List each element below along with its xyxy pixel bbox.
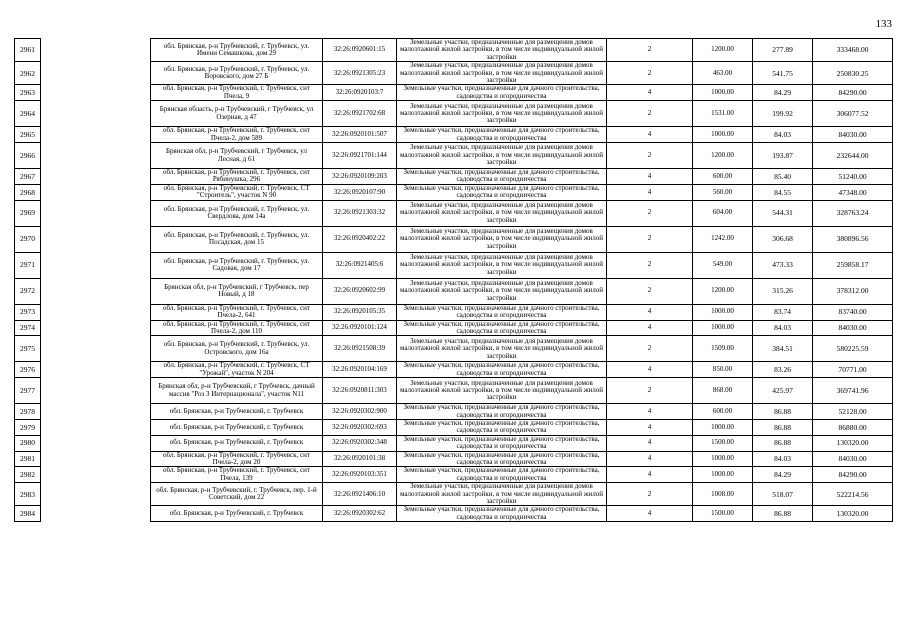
cell-cadastral-value: 51240.00: [813, 169, 893, 185]
cell-gap: [41, 435, 151, 451]
cell-area: 1500.00: [693, 506, 753, 522]
cell-number: 2975: [15, 336, 41, 362]
cell-address: обл. Брянская, р-н Трубчевский, г. Трубчевск: [151, 435, 323, 451]
cell-group: 4: [607, 184, 693, 200]
cell-group: 2: [607, 378, 693, 404]
cell-area: 600.00: [693, 404, 753, 420]
cell-specific-value: 315.26: [753, 278, 813, 304]
cell-group: 4: [607, 127, 693, 143]
cell-cadastral-number: 32:26:0921406:10: [323, 483, 397, 506]
land-registry-table: [14, 38, 893, 522]
table-row: [15, 200, 893, 226]
cell-group: 4: [607, 419, 693, 435]
cell-cadastral-value: 86880.00: [813, 419, 893, 435]
cell-land-use: Земельные участки, предназначенные для размещения домов малоэтажной жилой застройки, в том числе индивидуальной жилой застройки: [397, 226, 607, 252]
cell-area: 1000.00: [693, 127, 753, 143]
cell-cadastral-value: 130320.00: [813, 435, 893, 451]
cell-specific-value: 425.97: [753, 378, 813, 404]
table-row: [15, 435, 893, 451]
cell-area: 868.00: [693, 378, 753, 404]
cell-address: обл. Брянская, р-н Трубчевский, г. Трубчевск, ул. Островского, дом 16а: [151, 336, 323, 362]
cell-cadastral-value: 232644.00: [813, 143, 893, 169]
cell-cadastral-value: 328763.24: [813, 200, 893, 226]
cell-number: 2964: [15, 101, 41, 127]
cell-land-use: Земельные участки, предназначенные для размещения домов малоэтажной жилой застройки, в том числе индивидуальной жилой застройки: [397, 143, 607, 169]
cell-cadastral-value: 380896.56: [813, 226, 893, 252]
cell-area: 604.00: [693, 200, 753, 226]
cell-group: 4: [607, 304, 693, 320]
cell-number: 2966: [15, 143, 41, 169]
cell-gap: [41, 320, 151, 336]
cell-address: обл. Брянская, р-н Трубчевский, г. Трубчевск, пер. 1-й Советский, дом 22: [151, 483, 323, 506]
cell-group: 2: [607, 252, 693, 278]
cell-cadastral-number: 32:26:0920101:38: [323, 451, 397, 467]
cell-number: 2977: [15, 378, 41, 404]
cell-gap: [41, 336, 151, 362]
cell-gap: [41, 127, 151, 143]
cell-cadastral-number: 32:26:0921701:144: [323, 143, 397, 169]
cell-cadastral-number: 32:26:0920302:348: [323, 435, 397, 451]
cell-cadastral-value: 522214.56: [813, 483, 893, 506]
cell-address: обл. Брянская, р-н Трубчевский, г. Трубчевск, ул. Садовая, дом 17: [151, 252, 323, 278]
cell-cadastral-number: 32:26:0920601:15: [323, 39, 397, 62]
cell-land-use: Земельные участки, предназначенные для дачного строительства, садоводства и огородничества: [397, 85, 607, 101]
cell-land-use: Земельные участки, предназначенные для дачного строительства, садоводства и огородничества: [397, 127, 607, 143]
cell-land-use: Земельные участки, предназначенные для размещения домов малоэтажной жилой застройки, в том числе индивидуальной жилой застройки: [397, 278, 607, 304]
cell-cadastral-number: 32:26:0921405:6: [323, 252, 397, 278]
cell-address: обл. Брянская, р-н Трубчевский, г. Трубчевск: [151, 419, 323, 435]
cell-address: обл. Брянская, р-н Трубчевский, г. Трубчевск: [151, 506, 323, 522]
cell-gap: [41, 304, 151, 320]
cell-specific-value: 193.87: [753, 143, 813, 169]
cell-gap: [41, 451, 151, 467]
cell-cadastral-value: 84030.00: [813, 451, 893, 467]
table-row: [15, 483, 893, 506]
cell-address: обл. Брянская, р-н Трубчевский, г. Трубчевск, снт Пчела-2, дом 589: [151, 127, 323, 143]
cell-land-use: Земельные участки, предназначенные для дачного строительства, садоводства и огородничества: [397, 304, 607, 320]
cell-cadastral-number: 32:26:0920103:7: [323, 85, 397, 101]
cell-specific-value: 83.26: [753, 362, 813, 378]
cell-area: 1000.00: [693, 451, 753, 467]
cell-gap: [41, 378, 151, 404]
cell-group: 2: [607, 200, 693, 226]
cell-cadastral-value: 306077.52: [813, 101, 893, 127]
cell-number: 2969: [15, 200, 41, 226]
cell-group: 4: [607, 451, 693, 467]
cell-cadastral-number: 32:26:0921305:23: [323, 62, 397, 85]
cell-land-use: Земельные участки, предназначенные для дачного строительства, садоводства и огородничества: [397, 169, 607, 185]
cell-address: обл. Брянская, р-н Трубчевский, г. Трубчевск, снт Пчела-2, дом 110: [151, 320, 323, 336]
cell-address: обл. Брянская, р-н Трубчевский, г. Трубчевск, снт Рябинушка, 296: [151, 169, 323, 185]
cell-group: 4: [607, 467, 693, 483]
table-row: [15, 101, 893, 127]
cell-gap: [41, 62, 151, 85]
cell-specific-value: 84.03: [753, 320, 813, 336]
cell-gap: [41, 419, 151, 435]
cell-area: 1509.00: [693, 336, 753, 362]
cell-area: 463.00: [693, 62, 753, 85]
cell-specific-value: 384.51: [753, 336, 813, 362]
cell-area: 1242.00: [693, 226, 753, 252]
cell-number: 2980: [15, 435, 41, 451]
cell-address: Брянская область, р-н Трубчевский, г Трубчевск, ул Озерная, д 47: [151, 101, 323, 127]
table-body: [15, 39, 893, 522]
cell-area: 1200.00: [693, 278, 753, 304]
cell-cadastral-number: 32:26:0921702:68: [323, 101, 397, 127]
cell-specific-value: 84.29: [753, 467, 813, 483]
cell-gap: [41, 169, 151, 185]
cell-land-use: Земельные участки, предназначенные для дачного строительства, садоводства и огородничества: [397, 506, 607, 522]
cell-cadastral-number: 32:26:0920302:62: [323, 506, 397, 522]
cell-number: 2974: [15, 320, 41, 336]
cell-number: 2968: [15, 184, 41, 200]
cell-gap: [41, 85, 151, 101]
cell-gap: [41, 200, 151, 226]
cell-land-use: Земельные участки, предназначенные для размещения домов малоэтажной жилой застройки, в том числе индивидуальной жилой застройки: [397, 252, 607, 278]
cell-specific-value: 85.40: [753, 169, 813, 185]
cell-gap: [41, 101, 151, 127]
table-row: [15, 252, 893, 278]
cell-number: 2962: [15, 62, 41, 85]
table-row: [15, 320, 893, 336]
cell-cadastral-number: 32:26:0920109:203: [323, 169, 397, 185]
cell-address: Брянская обл, р-н Трубчевский, г Трубчевск, пер Новый, д 18: [151, 278, 323, 304]
cell-number: 2983: [15, 483, 41, 506]
cell-specific-value: 84.55: [753, 184, 813, 200]
cell-cadastral-number: 32:26:0920302:900: [323, 404, 397, 420]
cell-area: 1200.00: [693, 39, 753, 62]
cell-gap: [41, 39, 151, 62]
cell-land-use: Земельные участки, предназначенные для размещения домов малоэтажной жилой застройки, в том числе индивидуальной жилой застройки: [397, 336, 607, 362]
cell-address: обл. Брянская, р-н Трубчевский, г. Трубчевск, ул. Посадская, дом 15: [151, 226, 323, 252]
cell-cadastral-number: 32:26:0920103:351: [323, 467, 397, 483]
cell-group: 2: [607, 62, 693, 85]
cell-number: 2970: [15, 226, 41, 252]
cell-specific-value: 84.03: [753, 451, 813, 467]
cell-specific-value: 86.88: [753, 404, 813, 420]
cell-specific-value: 84.03: [753, 127, 813, 143]
cell-group: 4: [607, 362, 693, 378]
page-number: 133: [875, 18, 892, 30]
cell-area: 1200.00: [693, 143, 753, 169]
cell-cadastral-number: 32:26:0920302:693: [323, 419, 397, 435]
cell-number: 2984: [15, 506, 41, 522]
cell-cadastral-value: 83740.00: [813, 304, 893, 320]
cell-gap: [41, 252, 151, 278]
cell-cadastral-number: 32:26:0921303:32: [323, 200, 397, 226]
cell-gap: [41, 362, 151, 378]
cell-area: 1000.00: [693, 85, 753, 101]
cell-number: 2967: [15, 169, 41, 185]
cell-area: 549.00: [693, 252, 753, 278]
cell-cadastral-value: 70771.00: [813, 362, 893, 378]
cell-cadastral-number: 32:26:0920101:507: [323, 127, 397, 143]
cell-group: 2: [607, 101, 693, 127]
cell-group: 2: [607, 39, 693, 62]
cell-address: обл. Брянская, р-н Трубчевский, г. Трубчевск, ул. Свердлова, дом 14а: [151, 200, 323, 226]
cell-number: 2973: [15, 304, 41, 320]
cell-address: обл. Брянская, р-н Трубчевский, г. Трубчевск, ул. Воровского, дом 27 Б: [151, 62, 323, 85]
cell-land-use: Земельные участки, предназначенные для дачного строительства, садоводства и огородничества: [397, 451, 607, 467]
cell-land-use: Земельные участки, предназначенные для дачного строительства, садоводства и огородничества: [397, 419, 607, 435]
cell-number: 2978: [15, 404, 41, 420]
cell-address: Брянская обл, р-н Трубчевский, г Трубчевск, дачный массив "Роз 3 Интернационала", участок N11: [151, 378, 323, 404]
cell-cadastral-number: 32:26:0920101:124: [323, 320, 397, 336]
cell-number: 2976: [15, 362, 41, 378]
cell-land-use: Земельные участки, предназначенные для размещения домов малоэтажной жилой застройки, в том числе индивидуальной жилой застройки: [397, 483, 607, 506]
cell-address: обл. Брянская, р-н Трубчевский, г. Трубчевск, СТ "Строитель", участок N 90: [151, 184, 323, 200]
cell-specific-value: 86.88: [753, 419, 813, 435]
table-row: [15, 169, 893, 185]
cell-specific-value: 544.31: [753, 200, 813, 226]
cell-land-use: Земельные участки, предназначенные для размещения домов малоэтажной жилой застройки, в том числе индивидуальной жилой застройки: [397, 101, 607, 127]
cell-land-use: Земельные участки, предназначенные для размещения домов малоэтажной жилой застройки, в том числе индивидуальной жилой застройки: [397, 39, 607, 62]
cell-cadastral-value: 47348.00: [813, 184, 893, 200]
cell-specific-value: 84.29: [753, 85, 813, 101]
cell-area: 1000.00: [693, 467, 753, 483]
cell-specific-value: 518.07: [753, 483, 813, 506]
cell-cadastral-number: 32:26:0920402:22: [323, 226, 397, 252]
cell-address: обл. Брянская, р-н Трубчевский, г. Трубчевск, снт Пчела, 139: [151, 467, 323, 483]
cell-land-use: Земельные участки, предназначенные для размещения домов малоэтажной жилой застройки, в том числе индивидуальной жилой застройки: [397, 200, 607, 226]
cell-area: 1000.00: [693, 320, 753, 336]
cell-address: обл. Брянская, р-н Трубчевский, г. Трубчевск, снт Пчела-2, 641: [151, 304, 323, 320]
cell-land-use: Земельные участки, предназначенные для размещения домов малоэтажной жилой застройки, в том числе индивидуальной жилой застройки: [397, 62, 607, 85]
cell-group: 4: [607, 506, 693, 522]
cell-number: 2963: [15, 85, 41, 101]
cell-number: 2961: [15, 39, 41, 62]
cell-specific-value: 277.89: [753, 39, 813, 62]
cell-area: 1000.00: [693, 419, 753, 435]
cell-area: 1008.00: [693, 483, 753, 506]
cell-specific-value: 473.33: [753, 252, 813, 278]
table-row: [15, 143, 893, 169]
cell-address: обл. Брянская, р-н Трубчевский, г. Трубчевск, ул. Имени Семашкова, дом 29: [151, 39, 323, 62]
table-row: [15, 184, 893, 200]
cell-group: 4: [607, 320, 693, 336]
cell-group: 4: [607, 435, 693, 451]
cell-number: 2971: [15, 252, 41, 278]
table-row: [15, 85, 893, 101]
table-row: [15, 278, 893, 304]
cell-group: 4: [607, 85, 693, 101]
cell-land-use: Земельные участки, предназначенные для дачного строительства, садоводства и огородничества: [397, 362, 607, 378]
cell-cadastral-value: 84290.00: [813, 85, 893, 101]
cell-land-use: Земельные участки, предназначенные для дачного строительства, садоводства и огородничества: [397, 184, 607, 200]
cell-cadastral-number: 32:26:0920104:169: [323, 362, 397, 378]
table-row: [15, 404, 893, 420]
cell-cadastral-value: 130320.00: [813, 506, 893, 522]
cell-land-use: Земельные участки, предназначенные для дачного строительства, садоводства и огородничества: [397, 320, 607, 336]
table-row: [15, 506, 893, 522]
cell-cadastral-value: 369741.96: [813, 378, 893, 404]
table-row: [15, 378, 893, 404]
cell-specific-value: 83.74: [753, 304, 813, 320]
cell-cadastral-number: 32:26:0920811:303: [323, 378, 397, 404]
table-row: [15, 304, 893, 320]
cell-address: Брянская обл, р-н Трубчевский, г Трубчевск, ул Лесная, д 61: [151, 143, 323, 169]
cell-cadastral-value: 250830.25: [813, 62, 893, 85]
cell-group: 2: [607, 483, 693, 506]
cell-specific-value: 199.92: [753, 101, 813, 127]
cell-cadastral-value: 378312.00: [813, 278, 893, 304]
cell-gap: [41, 143, 151, 169]
cell-cadastral-value: 84030.00: [813, 320, 893, 336]
cell-area: 560.00: [693, 184, 753, 200]
cell-land-use: Земельные участки, предназначенные для дачного строительства, садоводства и огородничества: [397, 435, 607, 451]
cell-number: 2981: [15, 451, 41, 467]
cell-specific-value: 541.75: [753, 62, 813, 85]
cell-gap: [41, 404, 151, 420]
table-row: [15, 336, 893, 362]
cell-cadastral-value: 84030.00: [813, 127, 893, 143]
cell-gap: [41, 506, 151, 522]
cell-cadastral-number: 32:26:0920107:90: [323, 184, 397, 200]
cell-cadastral-number: 32:26:0920602:99: [323, 278, 397, 304]
cell-cadastral-value: 52128.00: [813, 404, 893, 420]
cell-cadastral-value: 580225.59: [813, 336, 893, 362]
cell-group: 4: [607, 404, 693, 420]
cell-gap: [41, 184, 151, 200]
cell-number: 2979: [15, 419, 41, 435]
cell-address: обл. Брянская, р-н Трубчевский, г. Трубчевск, снт Пчела, 9: [151, 85, 323, 101]
cell-area: 850.00: [693, 362, 753, 378]
cell-group: 2: [607, 278, 693, 304]
cell-land-use: Земельные участки, предназначенные для размещения домов малоэтажной жилой застройки, в том числе индивидуальной жилой застройки: [397, 378, 607, 404]
cell-group: 2: [607, 226, 693, 252]
cell-address: обл. Брянская, р-н Трубчевский, г. Трубчевск, СТ "Урожай", участок N 204: [151, 362, 323, 378]
cell-number: 2965: [15, 127, 41, 143]
cell-land-use: Земельные участки, предназначенные для дачного строительства, садоводства и огородничества: [397, 467, 607, 483]
table-row: [15, 226, 893, 252]
cell-gap: [41, 467, 151, 483]
cell-area: 1500.00: [693, 435, 753, 451]
cell-cadastral-number: 32:26:0921508:39: [323, 336, 397, 362]
cell-specific-value: 86.88: [753, 435, 813, 451]
cell-cadastral-value: 84290.00: [813, 467, 893, 483]
table-row: [15, 467, 893, 483]
cell-cadastral-value: 333468.00: [813, 39, 893, 62]
cell-gap: [41, 278, 151, 304]
cell-cadastral-number: 32:26:0920105:35: [323, 304, 397, 320]
table-row: [15, 419, 893, 435]
cell-group: 2: [607, 336, 693, 362]
cell-number: 2972: [15, 278, 41, 304]
cell-gap: [41, 483, 151, 506]
table-row: [15, 39, 893, 62]
cell-number: 2982: [15, 467, 41, 483]
table-row: [15, 127, 893, 143]
cell-gap: [41, 226, 151, 252]
table-row: [15, 451, 893, 467]
cell-group: 4: [607, 169, 693, 185]
cell-address: обл. Брянская, р-н Трубчевский, г. Трубчевск, снт Пчела-2, дом 20: [151, 451, 323, 467]
cell-specific-value: 86.88: [753, 506, 813, 522]
table-row: [15, 62, 893, 85]
cell-group: 2: [607, 143, 693, 169]
cell-specific-value: 306.68: [753, 226, 813, 252]
cell-area: 1000.00: [693, 304, 753, 320]
cell-address: обл. Брянская, р-н Трубчевский, г. Трубчевск: [151, 404, 323, 420]
cell-land-use: Земельные участки, предназначенные для дачного строительства, садоводства и огородничества: [397, 404, 607, 420]
cell-cadastral-value: 259858.17: [813, 252, 893, 278]
table-row: [15, 362, 893, 378]
cell-area: 600.00: [693, 169, 753, 185]
cell-area: 1531.00: [693, 101, 753, 127]
